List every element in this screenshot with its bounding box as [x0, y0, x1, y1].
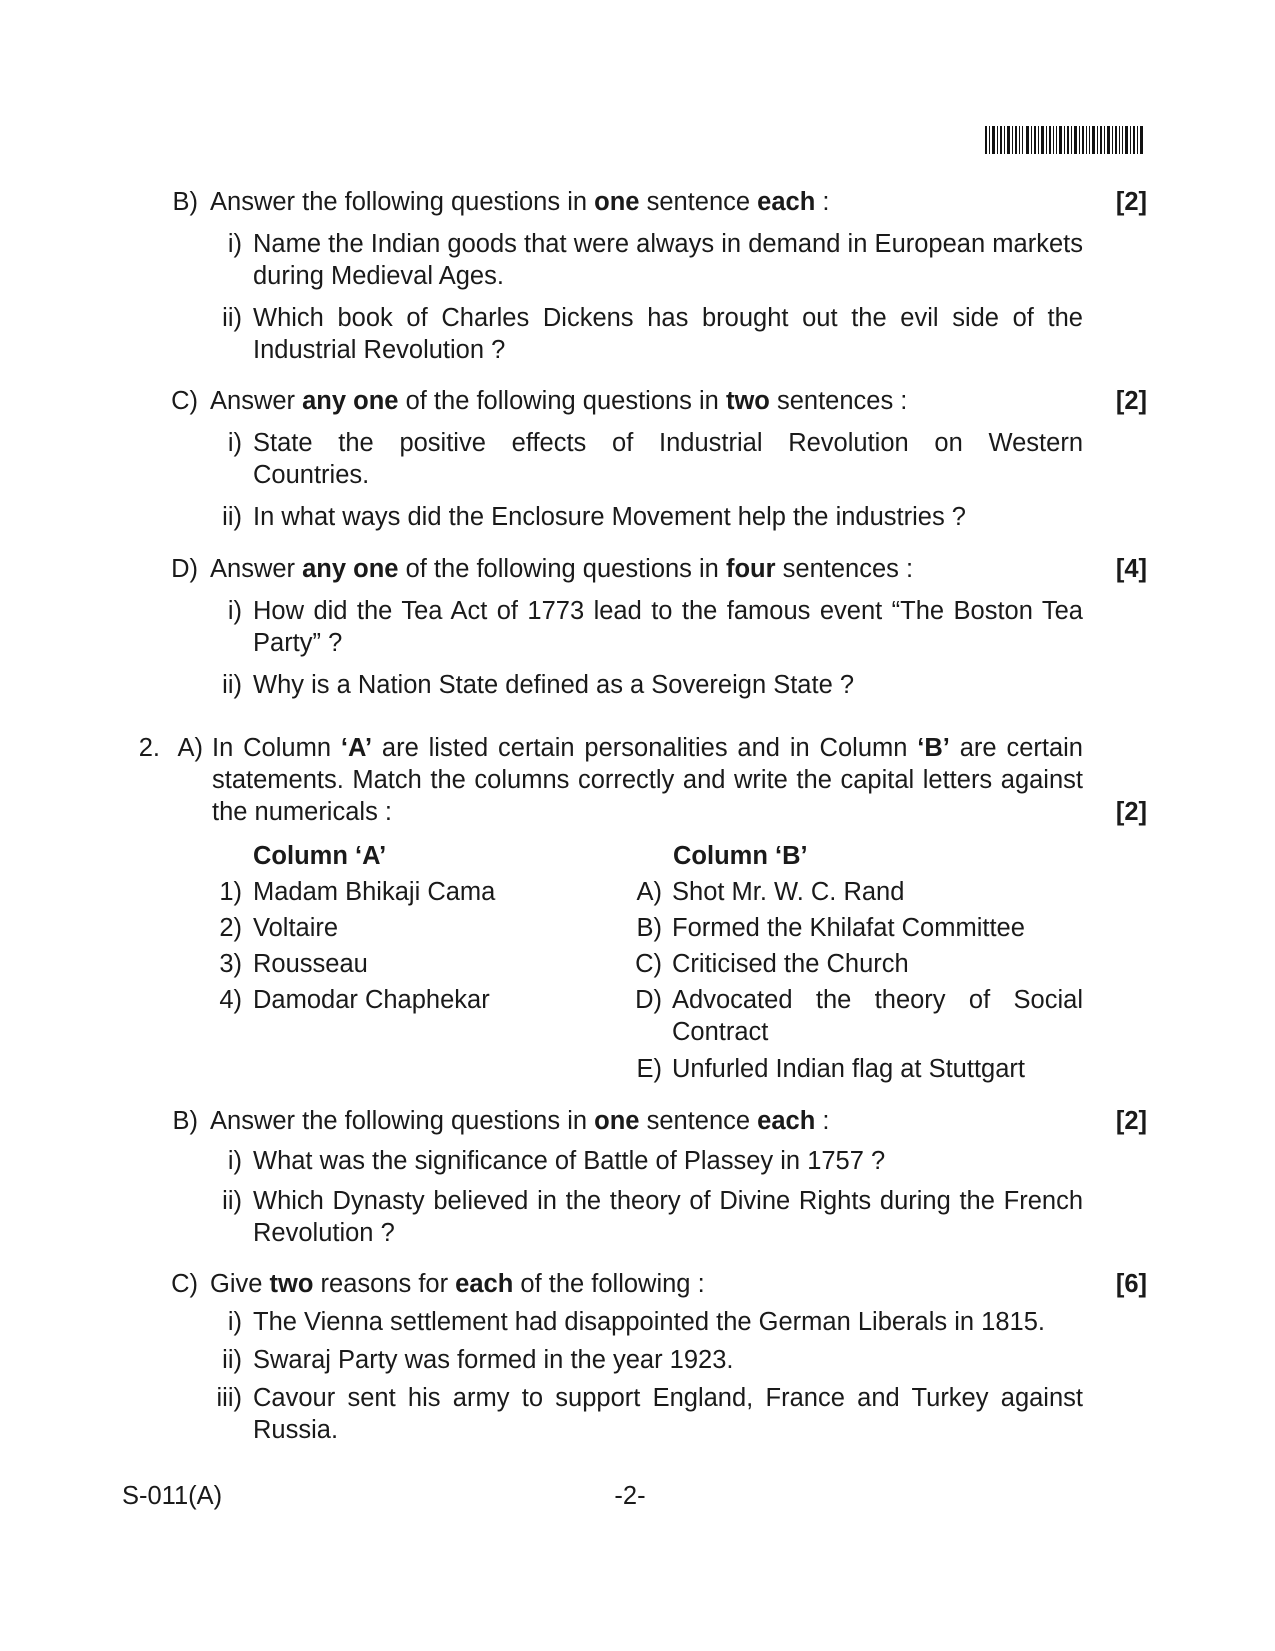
q2c-item-iii-text-cont: Russia.	[253, 1416, 339, 1444]
q2a-marks: [2]	[1115, 798, 1147, 826]
q2a-instruction: In Column ‘A’ are listed certain personalities and in Column ‘B’ are certain	[212, 734, 1083, 762]
column-a-item-4: Damodar Chaphekar	[253, 986, 490, 1014]
q1b-item-ii-text: Which book of Charles Dickens has brought out the evil side of the	[253, 304, 1083, 332]
q2-number: 2.	[138, 734, 160, 762]
q2c-item-iii-text: Cavour sent his army to support England, France and Turkey against	[253, 1384, 1083, 1412]
q1c-item-i-text-cont: Countries.	[253, 461, 370, 489]
q2b-instruction: Answer the following questions in one sentence each :	[210, 1107, 830, 1135]
q2b-item-ii-num: ii)	[222, 1187, 242, 1215]
q1b-instruction: Answer the following questions in one sentence each :	[210, 188, 830, 216]
q2b-item-ii-text-cont: Revolution ?	[253, 1219, 395, 1247]
column-b-item-a-num: A)	[636, 878, 662, 906]
q2a-label: A)	[177, 734, 203, 762]
column-b-item-d-num: D)	[635, 986, 662, 1014]
q2b-item-ii-text: Which Dynasty believed in the theory of Divine Rights during the French	[253, 1187, 1083, 1215]
q2b-label: B)	[172, 1107, 198, 1135]
column-b-title: Column ‘B’	[673, 842, 808, 870]
q2b-marks: [2]	[1115, 1107, 1147, 1135]
q1d-item-i-text-cont: Party” ?	[253, 629, 343, 657]
q1c-instruction: Answer any one of the following questions in two sentences :	[210, 387, 908, 415]
q2c-marks: [6]	[1115, 1270, 1147, 1298]
q1d-item-ii-text: Why is a Nation State defined as a Sovereign State ?	[253, 671, 855, 699]
column-b-item-c-num: C)	[635, 950, 662, 978]
column-b-item-e: Unfurled Indian flag at Stuttgart	[672, 1055, 1025, 1083]
q1d-item-ii-num: ii)	[222, 671, 242, 699]
barcode	[985, 126, 1145, 154]
column-b-item-c: Criticised the Church	[672, 950, 909, 978]
q2a-instruction-cont: statements. Match the columns correctly and write the capital letters against	[212, 766, 1083, 794]
q2c-item-iii-num: iii)	[216, 1384, 242, 1412]
barcode-graphic	[985, 126, 1145, 154]
q2b-item-i-text: What was the significance of Battle of Plassey in 1757 ?	[253, 1147, 886, 1175]
q1c-item-i-num: i)	[227, 429, 242, 457]
paper-code: S-011(A)	[122, 1482, 223, 1510]
column-b-item-b-num: B)	[636, 914, 662, 942]
q1d-label: D)	[171, 555, 198, 583]
column-a-item-1-num: 1)	[219, 878, 242, 906]
q1b-item-ii-num: ii)	[222, 304, 242, 332]
column-b-item-b: Formed the Khilafat Committee	[672, 914, 1025, 942]
q2c-item-i-num: i)	[227, 1308, 242, 1336]
q1c-item-ii-num: ii)	[222, 503, 242, 531]
q1c-item-i-text: State the positive effects of Industrial Revolution on Western	[253, 429, 1083, 457]
q1b-item-i-text-cont: during Medieval Ages.	[253, 262, 504, 290]
q1d-marks: [4]	[1115, 555, 1147, 583]
column-a-item-2-num: 2)	[219, 914, 242, 942]
q2c-instruction: Give two reasons for each of the following :	[210, 1270, 705, 1298]
q1c-marks: [2]	[1115, 387, 1147, 415]
column-a-title: Column ‘A’	[253, 842, 387, 870]
column-b-item-e-num: E)	[636, 1055, 662, 1083]
q1d-item-i-text: How did the Tea Act of 1773 lead to the famous event “The Boston Tea	[253, 597, 1083, 625]
column-a-item-4-num: 4)	[219, 986, 242, 1014]
q1c-label: C)	[171, 387, 198, 415]
column-a-item-2: Voltaire	[253, 914, 339, 942]
column-b-item-a: Shot Mr. W. C. Rand	[672, 878, 905, 906]
q2c-item-ii-num: ii)	[222, 1346, 242, 1374]
column-a-item-3-num: 3)	[219, 950, 242, 978]
q1b-label: B)	[172, 188, 198, 216]
q2c-item-i-text: The Vienna settlement had disappointed the German Liberals in 1815.	[253, 1308, 1045, 1336]
q1b-item-i-num: i)	[227, 230, 242, 258]
q1b-item-ii-text-cont: Industrial Revolution ?	[253, 336, 506, 364]
q1c-item-ii-text: In what ways did the Enclosure Movement help the industries ?	[253, 503, 966, 531]
column-a-item-3: Rousseau	[253, 950, 368, 978]
q1b-item-i-text: Name the Indian goods that were always in demand in European markets	[253, 230, 1083, 258]
q2b-item-i-num: i)	[227, 1147, 242, 1175]
q1d-instruction: Answer any one of the following questions in four sentences :	[210, 555, 914, 583]
column-b-item-d-cont: Contract	[672, 1018, 769, 1046]
page-number: -2-	[614, 1482, 646, 1510]
column-a-item-1: Madam Bhikaji Cama	[253, 878, 496, 906]
q1d-item-i-num: i)	[227, 597, 242, 625]
q2c-label: C)	[171, 1270, 198, 1298]
q2c-item-ii-text: Swaraj Party was formed in the year 1923.	[253, 1346, 734, 1374]
q1b-marks: [2]	[1115, 188, 1147, 216]
q2a-instruction-end: the numericals :	[212, 798, 392, 826]
column-b-item-d: Advocated the theory of Social	[672, 986, 1083, 1014]
